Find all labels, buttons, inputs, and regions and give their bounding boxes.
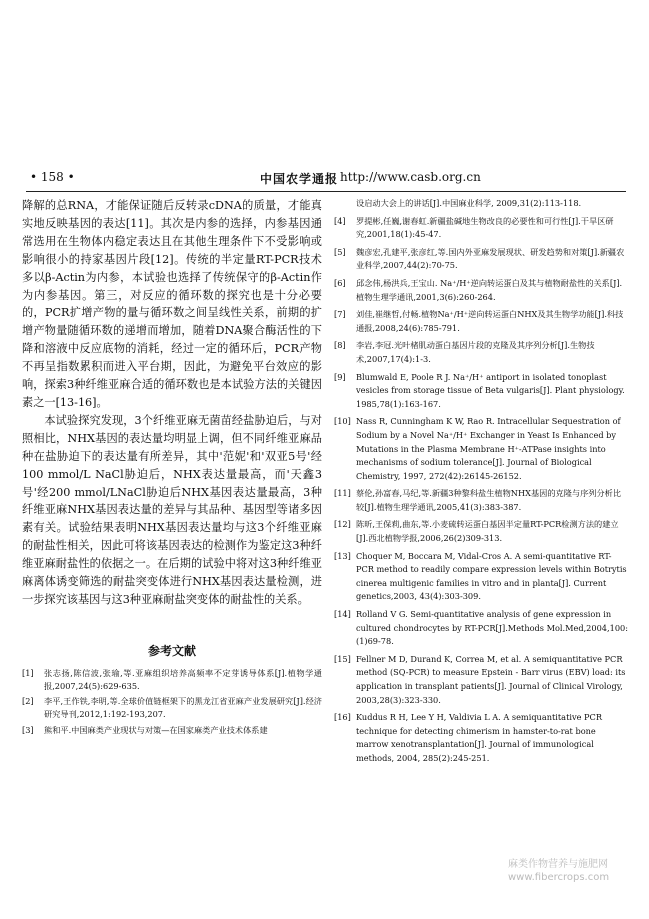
- reference-number: [4]: [334, 215, 346, 226]
- reference-number: [10]: [334, 416, 351, 427]
- reference-text: Nass R, Cunningham K W, Rao R. Intracellular Sequestration of Sodium by a Novel Na⁺/H⁺ Exchanger in Yeast Is Enhanced by Mutations in the Plasma Membrane H⁺-ATPase insights into mechanisms of sodium tolerance[J]. Journal of Biological Chemistry, 1997, 272(42):26145-26152.: [356, 416, 621, 481]
- reference-number: [2]: [22, 696, 34, 707]
- reference-item: [334, 518, 628, 545]
- reference-number: [13]: [334, 550, 351, 561]
- reference-text: Fellner M D, Durand K, Correa M, et al. A semiquantitative PCR method (SQ-PCR) to measure Epstein - Barr virus (EBV) load: its application in transplant patients[J]. Journal of Clinical Virology, 2003,28(3):323-330.: [356, 653, 626, 705]
- reference-number: [16]: [334, 712, 351, 723]
- reference-text: 熊和平.中国麻类产业现状与对策—在国家麻类产业技术体系建: [44, 724, 268, 735]
- reference-number: [3]: [22, 724, 34, 735]
- reference-number: [7]: [334, 309, 346, 320]
- reference-item: [334, 277, 628, 304]
- right-column: [334, 197, 628, 770]
- reference-text: 李平,王作铁,李明,等.全球价值链框架下的黑龙江省亚麻产业发展研究[J].经济研究导刊,2012,1:192-193,207.: [44, 696, 322, 720]
- reference-text: 李岩,李冠.光叶楮肌动蛋白基因片段的克隆及其序列分析[J].生物技术,2007,17(4):1-3.: [356, 340, 595, 364]
- reference-text: 罗提彬,任巍,谢春虹.新疆盐碱地生物改良的必要性和可行性[J].干旱区研究,2001,18(1):45-47.: [356, 215, 614, 240]
- reference-item: [334, 371, 628, 412]
- reference-text: 设启动大会上的讲话[J].中国麻业科学, 2009,31(2):113-118.: [356, 198, 582, 208]
- reference-number: [6]: [334, 277, 346, 288]
- reference-text: 刘佳,崔继哲,付畅.植物Na⁺/H⁺逆向转运蛋白NHX及其生物学功能[J].科技通报,2008,24(6):785-791.: [356, 309, 624, 333]
- reference-item: [334, 215, 628, 242]
- watermark-line-1: 麻类作物营养与施肥网: [508, 859, 608, 870]
- reference-text: Rolland V G. Semi-quantitative analysis of gene expression in cultured chondrocytes by RT-PCR[J].Methods Mol.Med,2004,100:(1)69-78.: [356, 609, 629, 647]
- reference-number: [1]: [22, 667, 34, 678]
- reference-item: [334, 197, 628, 211]
- page-number: • 158 •: [30, 170, 75, 184]
- reference-item: [22, 695, 322, 721]
- reference-text: Choquer M, Boccara M, Vidal-Cros A. A semi-quantitative RT-PCR method to readily compare expression levels within Botrytis cinerea multigenic families in vitro and in planta[J]. Current genetics,2003, 43(4):303-309.: [356, 550, 627, 602]
- references-list-right: [334, 197, 628, 766]
- watermark-line-2: www.fibercrops.com: [508, 872, 610, 883]
- reference-text: Kuddus R H, Lee Y H, Valdivia L A. A semiquantitative PCR technique for detecting chimerism in hamster-to-rat bone marrow xenotransplantation[J]. Journal of immunological methods, 2004, 285(2):245-251.: [356, 712, 602, 763]
- reference-text: 张志扬,陈信波,张瑜,等.亚麻组织培养高频率不定芽诱导体系[J].植物学通报,2007,24(5):629-635.: [44, 667, 322, 691]
- reference-item: [334, 711, 628, 765]
- reference-number: [14]: [334, 609, 351, 620]
- body-paragraph-2: 本试验探究发现，3个纤维亚麻无菌苗经盐胁迫后，与对照相比，NHX基因的表达量均明显上调，但不同纤维亚麻品种在盐胁迫下的表达量有所差异，其中'范妮'和'双亚5号'经100 mmol/L NaCl胁迫后，NHX表达量最高，而'天鑫3号'经200 mmol/LNaCl胁迫后NHX基因表达量最高，3种纤维亚麻NHX基因表达量的差异与其品种、基因型等诸多因素有关。试验结果表明NHX基因表达量均与这3个纤维亚麻的耐盐性相关，因此可将该基因表达的检测作为鉴定这3种纤维亚麻耐盐性的依据之一。在后期的试验中将对这3种纤维亚麻离体诱变筛选的耐盐突变体进行NHX基因表达量检测，进一步探究该基因与这3种亚麻耐盐突变体的耐盐性的关系。: [22, 413, 322, 606]
- reference-number: [8]: [334, 340, 346, 351]
- journal-name: 中国农学通报: [260, 172, 339, 186]
- reference-text: 魏彦宏,孔建平,张彦红,等.国内外亚麻发展现状、研发趋势和对策[J].新疆农业科学,2007,44(2):70-75.: [356, 246, 625, 271]
- references-title: 参考文献: [147, 643, 196, 658]
- reference-item: [334, 415, 628, 483]
- reference-number: [5]: [334, 246, 346, 257]
- header-rule: [26, 191, 626, 192]
- reference-text: Blumwald E, Poole R J. Na⁺/H⁺ antiport in isolated tonoplast vesicles from storage tissue of Beta vulgaris[J]. Plant physiology. 1985,78(1):163-167.: [356, 371, 625, 409]
- left-column: [22, 197, 322, 739]
- page-header: [30, 168, 620, 188]
- reference-item: [334, 653, 628, 707]
- reference-text: 蔡伦,孙富春,马纪,等.新疆3种黎科盐生植物NHX基因的克隆与序列分析比较[J].植物生理学通讯,2005,41(3):383-387.: [356, 488, 622, 512]
- reference-number: [15]: [334, 653, 351, 664]
- reference-item: [334, 339, 628, 366]
- reference-item: [334, 308, 628, 335]
- reference-number: [11]: [334, 488, 351, 499]
- reference-item: [334, 608, 628, 649]
- references-list-left: [22, 667, 322, 737]
- reference-number: [12]: [334, 519, 351, 530]
- reference-number: [334, 197, 356, 211]
- reference-item: [334, 550, 628, 604]
- reference-item: [22, 667, 322, 693]
- reference-item: [334, 487, 628, 514]
- reference-item: [22, 724, 322, 737]
- reference-text: 陈昕,王保莉,曲东,等.小麦硫转运蛋白基因半定量RT-PCR检测方法的建立[J].西北植物学报,2006,26(2)309-313.: [356, 519, 619, 544]
- reference-text: 邱念伟,杨洪兵,王宝山. Na⁺/H⁺逆向转运蛋白及其与植物耐盐性的关系[J].植物生理学通讯,2001,3(6):260-264.: [356, 277, 623, 302]
- journal-url: http://www.casb.org.cn: [340, 170, 481, 184]
- reference-number: [9]: [334, 371, 346, 382]
- watermark: [508, 858, 609, 884]
- reference-item: [334, 246, 628, 273]
- body-paragraph-1: 降解的总RNA，才能保证随后反转录cDNA的质量，才能真实地反映基因的表达[11]。其次是内参的选择，内参基因通常选用在生物体内稳定表达且在其他生理条件下不受影响或影响很小的持家基因片段[12]。传统的半定量RT-PCR技术多以β-Actin为内参，本试验也选择了传统保守的β-Actin作为内参基因。第三，对反应的循环数的探究也是十分必要的，PCR扩增产物的量与循环数之间呈线性关系，前期的扩增产物量随循环数的递增而增加，随着DNA聚合酶活性的下降和溶液中反应底物的消耗，经过一定的循环后，PCR产物不再呈指数累积而进入平台期，因此，为避免平台效应的影响，探索3种纤维亚麻合适的循环数也是本试验方法的关键因素之一[13-16]。: [22, 199, 322, 409]
